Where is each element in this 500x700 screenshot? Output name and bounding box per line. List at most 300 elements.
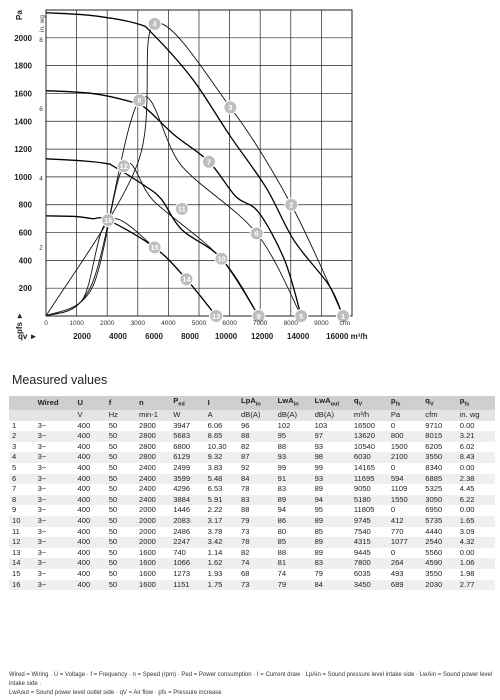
table-cell: 0.00 (459, 420, 475, 430)
table-cell: 1600 (139, 558, 156, 568)
table-cell: 50 (108, 463, 118, 473)
table-cell: 50 (108, 505, 118, 515)
table-cell: 3450 (353, 579, 371, 589)
table-cell: 88 (241, 431, 250, 441)
table-cell: 1.93 (207, 569, 223, 579)
x-cfm-tick-label: 3000 (130, 320, 146, 327)
table-cell: 10540 (353, 441, 376, 451)
table-row (9, 474, 495, 485)
x-cfm-tick-label: 6000 (222, 320, 237, 327)
operating-point-marker (285, 198, 298, 211)
table-cell: 99 (277, 463, 287, 473)
x-m3h-tick-label: 8000 (181, 332, 199, 341)
x-m3h-tick-label: 12000 (251, 332, 274, 341)
table-cell: 6885 (425, 473, 443, 483)
table-cell: 3~ (37, 526, 47, 536)
table-unit-cell: dB(A) (238, 410, 275, 421)
table-cell: 0 (390, 463, 396, 473)
table-cell: 3~ (37, 463, 47, 473)
y-inwg-unit: in. wg (39, 15, 46, 32)
operating-point-label: 8 (137, 96, 142, 106)
fan-curves (46, 13, 343, 316)
table-cell: 14165 (353, 463, 376, 473)
table-cell: 770 (390, 526, 404, 536)
y-pa-tick-label: 2000 (14, 33, 32, 43)
table-cell: 400 (77, 569, 91, 579)
table-unit-cell: dB(A) (312, 410, 351, 421)
table-cell: 93 (314, 441, 324, 451)
table-cell: 50 (108, 569, 118, 579)
table-cell: 91 (277, 473, 287, 483)
x-m3h-tick-label: 14000 (287, 332, 310, 341)
table-cell: 3~ (37, 537, 47, 547)
table-cell: 11 (12, 526, 20, 536)
table-cell: 80 (277, 526, 287, 536)
table-row (9, 442, 495, 453)
table-cell: 98 (314, 452, 324, 462)
table-cell: 6205 (425, 441, 443, 451)
table-cell: 84 (241, 473, 250, 483)
table-cell: 2800 (139, 452, 156, 462)
table-cell: 1.65 (459, 516, 475, 526)
table-header-cell: $q_V$ (353, 396, 363, 408)
table-cell: 1.14 (207, 547, 223, 557)
table-cell: 73 (241, 579, 250, 589)
table-cell: 3 (12, 441, 17, 451)
table-cell: 1066 (173, 558, 191, 568)
table-cell: 3.09 (459, 526, 475, 536)
table-cell: 1550 (390, 494, 408, 504)
table-cell: 400 (77, 484, 91, 494)
table-cell: 3~ (37, 441, 47, 451)
table-cell: 85 (277, 537, 287, 547)
table-header-cell: U (77, 397, 84, 407)
table-cell: 1.75 (207, 579, 223, 589)
table-cell: 88 (277, 441, 287, 451)
table-cell: 400 (77, 441, 91, 451)
table-cell: 800 (390, 431, 404, 441)
table-cell: 5683 (173, 431, 191, 441)
table-cell: 5325 (425, 484, 443, 494)
table-cell: 78 (241, 484, 250, 494)
table-cell: 0 (390, 420, 396, 430)
operating-point-label: 7 (206, 157, 212, 167)
table-cell: 10 (12, 516, 21, 526)
table-cell: 68 (241, 569, 250, 579)
table-cell: 16 (12, 579, 21, 589)
operating-point-marker (180, 273, 193, 286)
table-cell: 84 (314, 579, 324, 589)
y-pa-tick-label: 1000 (14, 172, 32, 182)
x-cfm-tick-label: 2000 (99, 320, 115, 327)
table-cell: 5180 (353, 494, 371, 504)
table-cell: 94 (314, 494, 324, 504)
operating-point-marker (250, 227, 263, 240)
table-cell: 1109 (390, 484, 408, 494)
table-cell: 95 (314, 505, 324, 515)
table-cell: 11695 (353, 473, 375, 483)
table-cell: 400 (77, 558, 91, 568)
table-cell: 50 (108, 484, 118, 494)
operating-point-label: 14 (182, 275, 191, 285)
table-cell: 400 (77, 579, 91, 589)
table-cell: 3.21 (459, 431, 475, 441)
table-cell: 6800 (173, 441, 191, 451)
table-cell: 3~ (37, 452, 47, 462)
table-cell: 8.65 (207, 431, 223, 441)
table-cell: 8015 (425, 431, 443, 441)
x-cfm-tick-label: 5000 (191, 320, 207, 327)
table-unit-cell: V (75, 410, 106, 421)
operating-point-label: 13 (211, 311, 221, 321)
table-header-cell: n (139, 397, 144, 407)
table-cell: 2000 (139, 505, 156, 515)
table-header-cell: $p_{fs}$ (390, 396, 401, 408)
y-inwg-tick-label: 2 (39, 244, 43, 252)
table-row (9, 527, 495, 538)
operating-points (102, 17, 350, 322)
y-inwg-tick-label: 6 (39, 106, 43, 114)
table-cell: 85 (314, 526, 324, 536)
x-cfm-tick-label: 1000 (69, 320, 84, 327)
table-cell: 74 (241, 558, 250, 568)
table-cell: 3.42 (207, 537, 223, 547)
table-cell: 88 (277, 547, 287, 557)
y-pa-tick-label: 600 (18, 228, 32, 238)
table-unit-cell: dB(A) (275, 410, 312, 421)
x-m3h-tick-label: 2000 (73, 332, 91, 341)
table-cell: 2540 (425, 537, 443, 547)
table-unit-cell: W (170, 410, 204, 421)
table-cell: 15 (12, 569, 21, 579)
table-cell: 96 (241, 420, 250, 430)
table-cell: 79 (277, 579, 287, 589)
table-cell: 50 (108, 547, 118, 557)
table-cell: 1151 (173, 579, 190, 589)
table-cell: 3~ (37, 505, 47, 515)
operating-point-label: 11 (177, 204, 186, 214)
table-cell: 400 (77, 516, 91, 526)
table-cell: 400 (77, 431, 91, 441)
table-cell: 50 (108, 473, 118, 483)
table-cell: 99 (314, 463, 324, 473)
x-cfm-tick-label: 7000 (252, 320, 268, 327)
table-cell: 594 (390, 473, 404, 483)
table-header-cell: $P_{ed}$ (173, 396, 185, 408)
table-cell: 3.17 (207, 516, 223, 526)
x-m3h-tick-label: 6000 (145, 332, 163, 341)
table-row (9, 452, 495, 463)
table-cell: 83 (314, 558, 324, 568)
table-cell: 1600 (139, 569, 156, 579)
table-cell: 400 (77, 494, 91, 504)
y-axis-label: pfs ► (15, 311, 24, 334)
fan-curve (46, 91, 301, 316)
fan-curve (46, 159, 259, 316)
operating-point-label: 5 (299, 311, 304, 321)
table-cell: 8 (12, 494, 17, 504)
table-unit-cell: Hz (106, 410, 136, 421)
table-cell: 400 (77, 420, 91, 430)
table-cell: 2400 (139, 494, 156, 504)
y-inwg-tick-label: 8 (39, 36, 43, 44)
table-cell: 4.45 (459, 484, 475, 494)
table-cell: 88 (241, 505, 250, 515)
system-lines (46, 23, 343, 316)
table-cell: 0.00 (459, 463, 475, 473)
table-cell: 4.32 (459, 537, 475, 547)
table-cell: 50 (108, 494, 118, 504)
table-unit-cell: in. wg (457, 410, 495, 421)
table-cell: 1.98 (459, 569, 475, 579)
table-cell: 2030 (425, 579, 443, 589)
x-m3h-tick-label: 4000 (109, 332, 127, 341)
table-cell: 493 (390, 569, 404, 579)
table-row (9, 580, 495, 591)
table-cell: 50 (108, 558, 118, 568)
table-cell: 92 (241, 463, 250, 473)
table-cell: 2100 (390, 452, 408, 462)
table-cell: 2486 (173, 526, 191, 536)
table-cell: 6 (12, 473, 17, 483)
table-cell: 4 (12, 452, 17, 462)
table-cell: 0 (390, 547, 396, 557)
table-cell: 8.43 (459, 452, 475, 462)
table-cell: 400 (77, 505, 91, 515)
x-axis-label: qv ► (18, 332, 38, 341)
table-cell: 2400 (139, 463, 156, 473)
table-cell: 3947 (173, 420, 191, 430)
table-cell: 50 (108, 452, 118, 462)
table-cell: 2000 (139, 526, 156, 536)
table-cell: 81 (277, 558, 287, 568)
table-cell: 3~ (37, 420, 47, 430)
operating-point-label: 16 (103, 215, 113, 225)
table-cell: 103 (314, 420, 328, 430)
y-pa-unit: Pa (15, 10, 24, 20)
table-cell: 0.00 (459, 547, 475, 557)
table-cell: 400 (77, 473, 91, 483)
table-cell: 83 (241, 494, 250, 504)
table-cell: 16500 (353, 420, 376, 430)
table-cell: 74 (277, 569, 287, 579)
table-unit-cell: m³/h (351, 410, 388, 421)
table-unit-cell (35, 410, 75, 421)
table-row (9, 516, 495, 527)
table-unit-cell: min-1 (136, 410, 170, 421)
y-pa-tick-label: 1400 (14, 117, 32, 127)
fan-curve (46, 13, 343, 316)
table-cell: 400 (77, 526, 91, 536)
x-cfm-tick-label: 8000 (283, 320, 299, 327)
table-cell: 2247 (173, 537, 191, 547)
table-cell: 13 (12, 547, 21, 557)
table-body (9, 410, 495, 590)
table-cell: 82 (241, 547, 250, 557)
table-cell: 5735 (425, 516, 443, 526)
table-unit-cell: A (205, 410, 238, 421)
table-cell: 3550 (425, 452, 443, 462)
table-cell: 3~ (37, 484, 47, 494)
table-cell: 2499 (173, 463, 191, 473)
table-cell: 740 (173, 547, 186, 557)
footnote-line-1: Wired = Wiring · U = Voltage · f = Frequency · n = Speed (rpm) · Ped = Power consumption · I = Current draw · LpAin = Sound pressure level intake side · LwAin = Sound power level intake side · (9, 672, 493, 687)
system-line (46, 215, 216, 316)
table-cell: 79 (241, 516, 250, 526)
table-cell: 400 (77, 463, 91, 473)
footnote (9, 671, 495, 698)
operating-point-label: 12 (119, 161, 128, 171)
table-cell: 2400 (139, 484, 156, 494)
table-row (9, 558, 495, 569)
operating-point-label: 15 (150, 243, 159, 253)
table-cell: 102 (277, 420, 291, 430)
table-cell: 4296 (173, 484, 191, 494)
y-pa-tick-label: 1800 (14, 61, 32, 71)
table-cell: 89 (314, 516, 324, 526)
table-cell: 4315 (353, 537, 371, 547)
y-pa-tick-label: 200 (18, 284, 32, 294)
operating-point-marker (102, 214, 115, 227)
operating-point-label: 10 (217, 254, 226, 264)
y-pa-tick-label: 400 (18, 256, 32, 266)
table-cell: 3599 (173, 473, 191, 483)
table-cell: 95 (277, 431, 287, 441)
x-cfm-tick-label: 9000 (314, 320, 329, 327)
table-cell: 6129 (173, 452, 191, 462)
table-cell: 6030 (353, 452, 371, 462)
system-line (46, 97, 301, 316)
table-row (9, 484, 495, 495)
table-cell: 4590 (425, 558, 443, 568)
table-cell: 1.06 (459, 558, 475, 568)
table-cell: 2800 (139, 441, 156, 451)
table-unit-cell (9, 410, 35, 421)
operating-point-marker (148, 17, 161, 30)
table-cell: 2 (12, 431, 17, 441)
table-cell: 3~ (37, 558, 47, 568)
x-cfm-tick-label: 0 (44, 320, 48, 327)
table-cell: 3~ (37, 516, 47, 526)
table-cell: 5560 (425, 547, 443, 557)
table-cell: 6035 (353, 569, 371, 579)
table-cell: 3~ (37, 547, 47, 557)
table-cell: 3050 (425, 494, 443, 504)
table-row (9, 431, 495, 442)
operating-point-marker (133, 94, 146, 107)
table-cell: 1600 (139, 547, 156, 557)
table-cell: 5 (12, 463, 17, 473)
table-header-cell: LpA$_{in}$ (241, 396, 261, 408)
table-cell: 400 (77, 547, 91, 557)
table-cell: 5.48 (207, 473, 223, 483)
operating-point-marker (215, 252, 228, 265)
table-cell: 0.00 (459, 505, 475, 515)
table-cell: 1500 (390, 441, 408, 451)
table-cell: 7800 (353, 558, 371, 568)
x-m3h-tick-label: 10000 (214, 332, 238, 341)
table-cell: 79 (314, 569, 324, 579)
table-cell: 97 (314, 431, 324, 441)
table-row (9, 495, 495, 506)
x-m3h-unit: 16000 m³/h (326, 332, 368, 341)
operating-point-label: 3 (228, 103, 233, 113)
table-cell: 89 (314, 547, 324, 557)
table-cell: 87 (241, 452, 250, 462)
table-header-row (9, 396, 495, 410)
table-cell: 7 (12, 484, 17, 494)
table-cell: 82 (241, 441, 250, 451)
table-header-cell: I (207, 397, 210, 407)
table-cell: 6.22 (459, 494, 475, 504)
table-row (9, 548, 495, 559)
table-cell: 50 (108, 516, 118, 526)
table-cell: 2.38 (459, 473, 475, 483)
table-cell: 83 (277, 484, 287, 494)
operating-point-marker (202, 155, 215, 168)
footnote-line-2: LwAout = Sound power level outlet side · qV = Air flow · pfs = Pressure increase (9, 690, 222, 696)
table-header-cell: Wired (37, 397, 59, 407)
operating-point-marker (224, 101, 237, 114)
operating-point-marker (148, 241, 161, 254)
table-cell: 689 (390, 579, 404, 589)
table-cell: 3550 (425, 569, 443, 579)
table-header-cell (9, 396, 35, 410)
table-cell: 2.77 (459, 579, 475, 589)
table-header-cell: $q_V$ (425, 396, 434, 408)
operating-point-label: 1 (341, 311, 346, 321)
table-cell: 86 (277, 516, 287, 526)
operating-point-label: 6 (254, 229, 259, 239)
table-cell: 1273 (173, 569, 191, 579)
table-cell: 9 (12, 505, 17, 515)
table-cell: 1 (12, 420, 17, 430)
x-cfm-tick-label: 4000 (161, 320, 176, 327)
table-cell: 12 (12, 537, 21, 547)
table-cell: 2083 (173, 516, 191, 526)
table-cell: 400 (77, 537, 91, 547)
table-row (9, 463, 495, 474)
table-cell: 11805 (353, 505, 375, 515)
table-cell: 5.91 (207, 494, 223, 504)
table-cell: 3~ (37, 579, 47, 589)
table-cell: 9445 (353, 547, 371, 557)
table-cell: 1446 (173, 505, 191, 515)
table-cell: 3884 (173, 494, 191, 504)
table-cell: 7540 (353, 526, 371, 536)
table-cell: 400 (77, 452, 91, 462)
table-cell: 3.78 (207, 526, 223, 536)
table-cell: 94 (277, 505, 287, 515)
y-pa-tick-label: 800 (18, 200, 32, 210)
table-cell: 2400 (139, 473, 156, 483)
table-cell: 3~ (37, 569, 47, 579)
x-cfm-unit: cfm (339, 320, 350, 327)
table-cell: 2000 (139, 516, 156, 526)
table-cell: 9710 (425, 420, 443, 430)
table-row (9, 505, 495, 516)
table-cell: 50 (108, 579, 118, 589)
table-cell: 1.62 (207, 558, 223, 568)
table-cell: 3.83 (207, 463, 223, 473)
table-cell: 264 (390, 558, 404, 568)
table-cell: 4440 (425, 526, 443, 536)
table-cell: 6.53 (207, 484, 223, 494)
table-cell: 50 (108, 526, 118, 536)
table-cell: 2000 (139, 537, 156, 547)
table-cell: 6950 (425, 505, 443, 515)
table-cell: 50 (108, 441, 118, 451)
